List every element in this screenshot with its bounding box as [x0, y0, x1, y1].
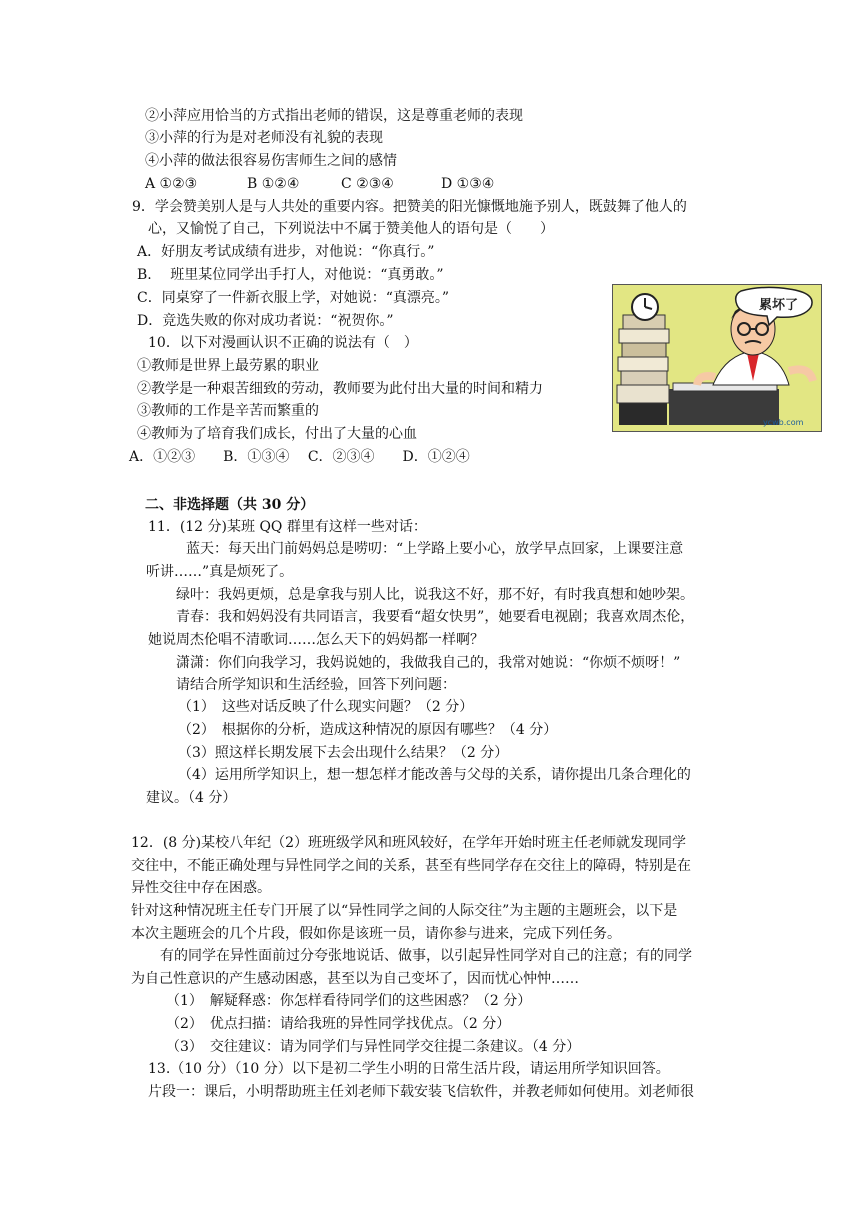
q9-option-d: D．竞选失败的你对成功者说：“祝贺你。”	[137, 313, 394, 329]
speech-bubble-text: 累坏了	[759, 298, 799, 313]
q13-stem: 13.（10 分）（10 分）以下是初二学生小明的日常生活片段，请运用所学知识回答。	[148, 1061, 670, 1077]
cartoon-illustration	[613, 285, 821, 431]
q12-line-1: 12．(8 分)某校八年纪（2）班班级学风和班风较好，在学年开始时班主任老师就发现同学	[131, 835, 687, 851]
q8-option-4: ④小萍的做法很容易伤害师生之间的感情	[145, 153, 397, 169]
q11-sub-4-line-1: （4）运用所学知识上，想一想怎样才能改善与父母的关系，请你提出几条合理化的	[178, 767, 691, 783]
q8-choice-b: B ①②④	[247, 176, 300, 192]
q12-line-3: 异性交往中存在困惑。	[131, 880, 271, 896]
q12-sub-3: （3） 交往建议：请为同学们与异性同学交往提二条建议。（4 分）	[166, 1039, 581, 1055]
q11-xiaoxiao: 潇潇：你们向我学习，我妈说她的，我做我自己的，我常对她说：“你烦不烦呀！”	[176, 655, 681, 671]
q8-option-3: ③小萍的行为是对老师没有礼貌的表现	[145, 130, 383, 146]
q10-option-2: ②教学是一种艰苦细致的劳动，教师要为此付出大量的时间和精力	[137, 381, 543, 397]
q11-stem: 11．(12 分)某班 QQ 群里有这样一些对话：	[148, 519, 427, 535]
cartoon-watermark: ycwb.com	[763, 418, 804, 427]
q12-line-4: 针对这种情况班主任专门开展了以“异性同学之间的人际交往”为主题的主题班会，以下是	[131, 903, 678, 919]
q10-stem: 10．以下对漫画认识不正确的说法有（ ）	[148, 335, 418, 351]
q10-option-3: ③教师的工作是辛苦而繁重的	[137, 403, 319, 419]
q11-qingchun-line-1: 青春：我和妈妈没有共同语言，我要看“超女快男”，她要看电视剧；我喜欢周杰伦，	[176, 609, 695, 625]
q8-choice-d: D ①③④	[441, 176, 495, 192]
clock-icon	[632, 294, 658, 320]
q11-sub-1: （1） 这些对话反映了什么现实问题？（2 分）	[178, 699, 474, 715]
q10-choices: A．①②③ B．①③④ C．②③④ D．①②④	[129, 449, 470, 465]
q10-option-1: ①教师是世界上最劳累的职业	[137, 358, 319, 374]
book-stack-icon	[617, 315, 669, 425]
q11-lantian-line-2: 听讲……”真是烦死了。	[146, 564, 294, 580]
q11-qingchun-line-2: 她说周杰伦唱不清歌词……怎么天下的妈妈都一样啊？	[148, 632, 484, 648]
q9-stem-line-1: 9．学会赞美别人是与人共处的重要内容。把赞美的阳光慷慨地施予别人，既鼓舞了他人的	[132, 199, 687, 215]
q11-prompt: 请结合所学知识和生活经验，回答下列问题：	[176, 677, 456, 693]
q9-option-c: C．同桌穿了一件新衣服上学，对她说：“真漂亮。”	[137, 290, 450, 306]
q9-option-a: A．好朋友考试成绩有进步，对他说：“你真行。”	[137, 244, 435, 260]
q11-sub-3: （3）照这样长期发展下去会出现什么结果？（2 分）	[178, 745, 509, 761]
section-2-title: 二、非选择题（共 30 分）	[145, 497, 315, 513]
q8-choice-c: C ②③④	[341, 176, 394, 192]
q11-lvye: 绿叶：我妈更烦，总是拿我与别人比，说我这不好，那不好，有时我真想和她吵架。	[176, 587, 694, 603]
q8-choice-a: A ①②③	[145, 176, 198, 192]
q11-sub-4-line-2: 建议。（4 分）	[146, 790, 237, 806]
q12-sub-1: （1） 解疑释惑：你怎样看待同学们的这些困惑？（2 分）	[166, 993, 532, 1009]
q12-sub-2: （2） 优点扫描：请给我班的异性同学找优点。（2 分）	[166, 1016, 511, 1032]
q12-line-6: 有的同学在异性面前过分夸张地说话、做事，以引起异性同学对自己的注意；有的同学	[160, 948, 692, 964]
q12-line-7: 为自己性意识的产生感动困惑，甚至以为自己变坏了，因而忧心忡忡……	[131, 971, 579, 987]
q9-stem-line-2: 心，又愉悦了自己，下列说法中不属于赞美他人的语句是（ ）	[148, 221, 554, 237]
q12-line-2: 交往中，不能正确处理与异性同学之间的关系，甚至有些同学存在交往上的障碍，特别是在	[131, 858, 691, 874]
q10-option-4: ④教师为了培育我们成长，付出了大量的心血	[137, 426, 417, 442]
teacher-cartoon-image	[612, 284, 822, 432]
q13-fragment-1: 片段一：课后，小明帮助班主任刘老师下载安装飞信软件，并教老师如何使用。刘老师很	[148, 1084, 694, 1100]
q11-lantian-line-1: 蓝天：每天出门前妈妈总是唠叨：“上学路上要小心，放学早点回家，上课要注意	[186, 541, 684, 557]
q12-line-5: 本次主题班会的几个片段，假如你是该班一员，请你参与进来，完成下列任务。	[131, 926, 621, 942]
q11-sub-2: （2） 根据你的分析，造成这种情况的原因有哪些？（4 分）	[178, 722, 558, 738]
q9-option-b: B. 班里某位同学出手打人，对他说：“真勇敢。”	[137, 267, 444, 283]
q8-option-2: ②小萍应用恰当的方式指出老师的错误，这是尊重老师的表现	[145, 108, 523, 124]
